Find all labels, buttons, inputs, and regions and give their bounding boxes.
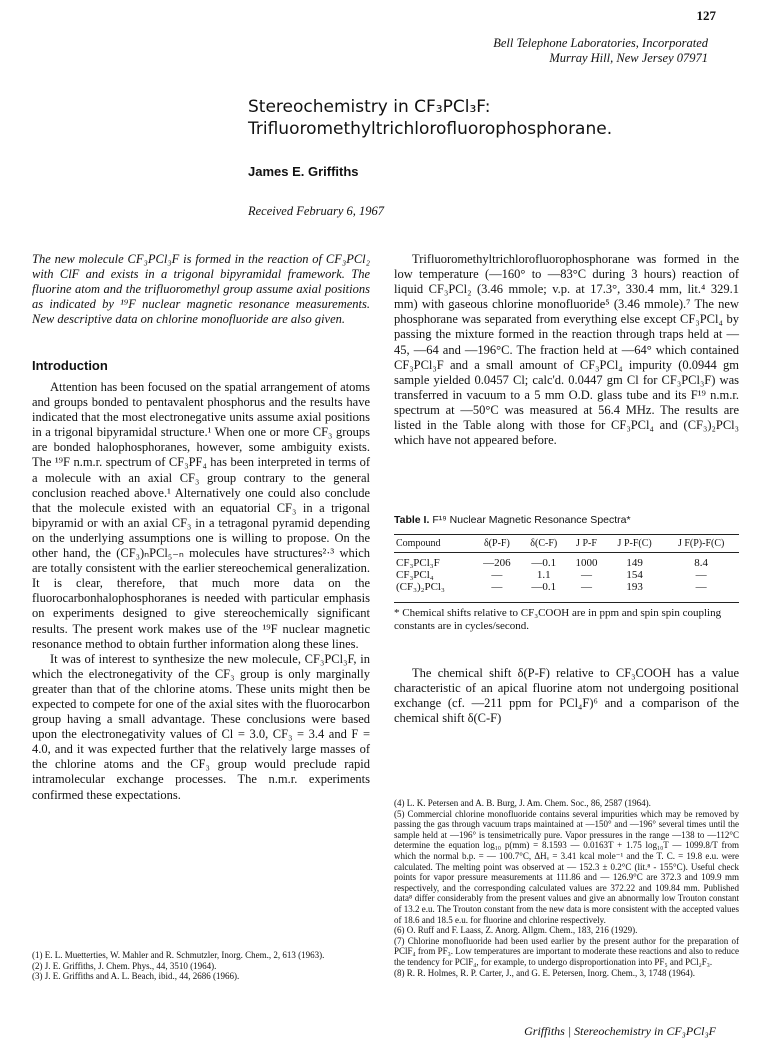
footnote: (2) J. E. Griffiths, J. Chem. Phys., 44, 3510 (1964). <box>32 960 217 971</box>
table-row <box>394 569 739 581</box>
intro-paragraph: It was of interest to synthesize the new molecule, CF₃PCl₃F, in which the electronegativity of the CF₃ group is only marginally greater than that of the chlorine atoms. These units might then be expected to compete for one of the axial sites with the fluorocarbon group having a small advantage. These conclusions were based upon the electronegativity values of Cl = 3.0, CF₃ = 3.4 and F = 4.0, and it was expected further that the relatively large masses of the chlorine atoms and the CF₃ group would preclude rapid intramolecular exchange processes. The n.m.r. experiments confirmed these expectations. <box>32 651 370 802</box>
table-cell: — <box>695 569 707 581</box>
discussion-paragraph <box>394 666 739 726</box>
affiliation-line-2: Murray Hill, New Jersey 07971 <box>549 51 708 65</box>
table-caption: F¹⁹ Nuclear Magnetic Resonance Spectra* <box>432 514 631 526</box>
table-cell: — <box>491 581 503 593</box>
footnote: (6) O. Ruff and F. Laass, Z. Anorg. Allgm. Chem., 183, 216 (1929). <box>394 925 638 936</box>
footnote: (1) E. L. Muetterties, W. Mahler and R. Schmutzler, Inorg. Chem., 2, 613 (1963). <box>32 950 325 960</box>
running-footer: Griffiths | Stereochemistry in CF₃PCl₃F <box>524 1024 716 1038</box>
intro-paragraph: Attention has been focused on the spatial arrangement of atoms and groups bonded to pentavalent phosphorus and the results have indicated that the most electronegative units assume axial positions in a trigonal bipyramidal structure.¹ When one or more CF₃ groups are bonded halophosphoranes, however, some ambiguity exists. The ¹⁹F n.m.r. spectrum of CF₃PF₄ has been interpreted in terms of a molecule with an axial CF₃ group contrary to the general conclusion reached above.¹ Alternatively one could also conclude that the molecule existed with an equatorial CF₃ in a trigonal bipyramid or with an axial CF₃ in a tetragonal pyramid depending on the underlying assumptions one is willing to propose. On the other hand, the (CF₃)ₙPCl₅₋ₙ molecules have structures²·³ which are totally consistent with the earlier stereochemical generalization. It is clear, therefore, that much more data on the fluorocarbonhalophosphoranes is needed with particular emphasis on experiments designed to give stereochemically significant results. The present work makes use of the ¹⁹F nuclear magnetic resonance method to obtain further information along these lines. <box>32 380 370 651</box>
table-cell: — <box>695 581 707 593</box>
table-title <box>394 514 631 526</box>
table-cell: 154 <box>626 569 643 581</box>
table-header: J P-F(C) <box>606 535 663 553</box>
nmr-table <box>394 534 739 593</box>
table-cell: CF₃PCl₃F <box>396 557 440 569</box>
received-date: Received February 6, 1967 <box>248 204 385 218</box>
table-header: J P-F <box>567 535 606 553</box>
affiliation-line-1: Bell Telephone Laboratories, Incorporated <box>493 36 708 50</box>
table-cell: 193 <box>626 581 643 593</box>
footnote: (3) J. E. Griffiths and A. L. Beach, ibid., 44, 2686 (1966). <box>32 971 240 982</box>
title-line-1: Stereochemistry in CF₃PCl₃F: <box>248 97 491 117</box>
abstract: The new molecule CF₃PCl₃F is formed in the reaction of CF₃PCl₂ with ClF and exists in a trigonal bipyramidal framework. The fluorine atom and the trifluoromethyl group assume axial positions as indicated by ¹⁹F nuclear magnetic resonance measurements. New descriptive data on chlorine monofluoride are also given. <box>32 252 370 327</box>
footnote: (4) L. K. Petersen and A. B. Burg, J. Am. Chem. Soc., 86, 2587 (1964). <box>394 798 651 808</box>
table-label: Table I. <box>394 514 430 526</box>
footnote: (7) Chlorine monofluoride had been used earlier by the present author for the preparation of PClF₄ from PF₃. Low temperatures are important to moderate these reactions and also to reduce the tendency for PClF₄, for example, to undergo disproportionation into PF₅ and PCl₂F₃. <box>394 935 739 967</box>
intro-body <box>32 380 370 803</box>
table-cell: —206 <box>483 557 511 569</box>
right-footnotes <box>394 798 739 978</box>
table-header: J F(P)-F(C) <box>663 535 739 553</box>
table-cell: 1.1 <box>536 569 551 581</box>
table-row <box>394 581 739 593</box>
intro-heading: Introduction <box>32 358 108 373</box>
affiliation <box>493 36 708 66</box>
table-cell: —0.1 <box>531 557 557 569</box>
table-row <box>394 553 739 570</box>
table-footnote: * Chemical shifts relative to CF₃COOH are in ppm and spin spin coupling constants are in cycles/second. <box>394 602 739 632</box>
footnote: (5) Commercial chlorine monofluoride contains several impurities which may be removed by passing the gas through vacuum traps maintained at —150° and —196° several times until the sample held at —196° is tensimetrically pure. Vapor pressures in the range —138 to —112°C determine the equation log₁₀ p(mm) = 8.1593 — 0.0163T + 1.75 log₁₀T — 1099.8/T from which the normal b.p. = — 100.7°C, ΔHᵥ = 3.41 kcal mole⁻¹ and the T. C. = 19.8 e.u. were calculated. The melting point was observed at — 152.3 ± 0.2°C (lit.⁸ - 155°C). Useful check points for vapor pressure measurements at 111.86 and — 126.9°C are 372.3 and 109.9 mm respectively, and the corresponding calculated values are 372.22 and 109.84 mm. Published data⁸ differ considerably from the present values and give an abnormally low Trouton constant of 13.2 e.u. The Trouton constant from the new data is more consistent with the accepted values of 18.6 and 18.5 e.u. for fluorine and chlorine respectively. <box>394 808 740 925</box>
table-cell: — <box>580 569 592 581</box>
author-name: James E. Griffiths <box>248 164 359 179</box>
table-cell: 1000 <box>575 557 598 569</box>
paper-title <box>248 96 612 140</box>
table-header: Compound <box>394 535 473 553</box>
footnote: (8) R. R. Holmes, R. P. Carter, J., and G. E. Petersen, Inorg. Chem., 3, 1748 (1964). <box>394 967 695 978</box>
table-header: δ(P-F) <box>473 535 520 553</box>
experimental-paragraph <box>394 252 739 448</box>
table-cell: CF₃PCl₄ <box>396 569 434 581</box>
title-line-2: Trifluoromethyltrichlorofluorophosphorane. <box>248 119 613 139</box>
left-footnotes <box>32 950 370 982</box>
table-cell: — <box>580 581 592 593</box>
table-cell: (CF₃)₂PCl₃ <box>396 581 445 593</box>
table-cell: 149 <box>626 557 643 569</box>
page-number: 127 <box>696 8 716 23</box>
table-header-row <box>394 535 739 553</box>
experimental-text: Trifluoromethyltrichlorofluorophosphorane was formed in the low temperature (—160° to —83°C during 3 hours) reaction of liquid CF₃PCl₂ (3.46 mmole; v.p. at 17.3°, 330.4 mm, lit.⁴ 329.1 mm) with gaseous chlorine monofluoride⁵ (3.46 mmole).⁷ The new phosphorane was separated from everything else except CF₃PCl₄ by passing the mixture formed in the reaction through traps held at —45, —64 and —196°C. The fraction held at —64° which contained CF₃PCl₃F and a small amount of CF₃PCl₄ impurity (0.0944 gm sample yielded 0.0457 Cl; calc'd. 0.0447 gm Cl for CF₃PCl₃F) was transferred in vacuum to a 5 mm O.D. glass tube and its F¹⁹ n.m.r. spectrum at —50°C was measured at 56.4 MHz. The results are listed in the Table along with those for CF₃PCl₄ and (CF₃)₂PCl₃ which have not appeared before. <box>394 252 739 448</box>
table-header: δ(C-F) <box>521 535 567 553</box>
table-cell: — <box>491 569 503 581</box>
table-cell: 8.4 <box>694 557 709 569</box>
table-cell: —0.1 <box>531 581 557 593</box>
discussion-text: The chemical shift δ(P-F) relative to CF₃COOH has a value characteristic of an apical fluorine atom not undergoing positional exchange (cf. —211 ppm for PCl₄F)⁶ and a comparison of the chemical shift δ(C-F) <box>394 666 739 726</box>
